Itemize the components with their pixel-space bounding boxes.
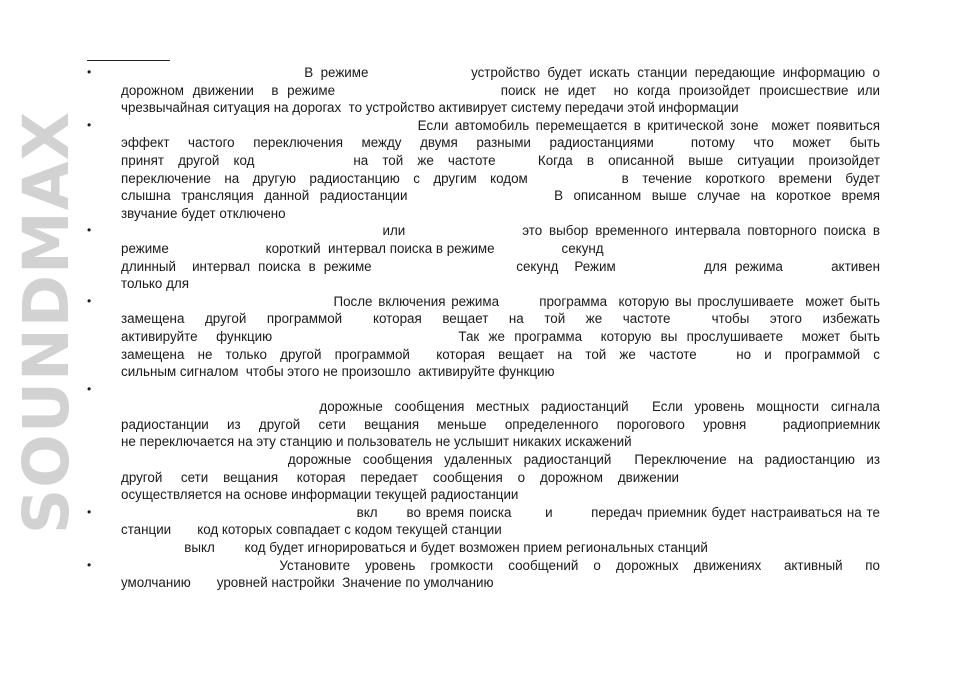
text-line: чрезвычайная ситуация на дорогах то устройство активирует систему передачи этой информации bbox=[121, 100, 739, 116]
text-line: не переключается на эту станцию и пользователь не услышит никаких искажений bbox=[121, 434, 632, 450]
text-line: дорожные сообщения местных радиостанций Если уровень мощности сигнала bbox=[121, 399, 880, 415]
bullet-marker: • bbox=[87, 504, 92, 519]
text-line: замещена другой программой которая вещает на той же частоте чтобы этого избежать bbox=[121, 311, 880, 327]
manual-text bbox=[87, 64, 880, 592]
text-line: переключение на другую радиостанцию с другим кодом в течение короткого времени будет bbox=[121, 170, 880, 186]
text-line: дорожном движении в режиме поиск не идет но когда произойдет происшествие или bbox=[121, 82, 880, 98]
text-line: станции код которых совпадает с кодом текущей станции bbox=[121, 522, 502, 538]
text-line: Если автомобиль перемещается в критической зоне может появиться bbox=[121, 117, 880, 133]
brand-logo-text: SOUNDMAX bbox=[10, 110, 84, 534]
bullet-item bbox=[87, 293, 880, 381]
text-line: принят другой код на той же частоте Когда в описанной выше ситуации произойдет bbox=[121, 152, 880, 168]
text-line: только для bbox=[121, 276, 189, 292]
section-rule bbox=[87, 60, 170, 61]
bullet-item bbox=[87, 64, 880, 117]
text-line: режиме короткий интервал поиска в режиме секунд bbox=[121, 240, 604, 256]
text-line: длинный интервал поиска в режиме секунд Режим для режима активен bbox=[121, 258, 880, 274]
bullet-item bbox=[87, 504, 880, 557]
text-line: умолчанию уровней настройки Значение по умолчанию bbox=[121, 575, 494, 591]
text-line: радиостанции из другой сети вещания меньше определенного порогового уровня радиоприемник bbox=[121, 416, 880, 432]
text-line: вкл во время поиска и передач приемник будет настраиваться на те bbox=[121, 504, 880, 520]
bullet-marker: • bbox=[87, 223, 92, 238]
text-line bbox=[121, 381, 880, 399]
text-line: эффект частого переключения между двумя разными радиостанциями потому что может быть bbox=[121, 135, 880, 151]
bullet-item bbox=[87, 381, 880, 504]
brand-logo bbox=[2, 32, 92, 612]
bullet-marker: • bbox=[87, 65, 92, 79]
text-line: активируйте функцию Так же программа которую вы прослушиваете может быть bbox=[121, 328, 880, 344]
text-line: сильным сигналом чтобы этого не произошло активируйте функцию bbox=[121, 364, 555, 380]
text-line: В режиме устройство будет искать станции передающие информацию о bbox=[121, 65, 880, 80]
bullet-marker: • bbox=[87, 381, 92, 396]
text-line: выкл код будет игнорироваться и будет возможен прием региональных станций bbox=[121, 540, 708, 556]
text-line: или это выбор временного интервала повторного поиска в bbox=[121, 223, 880, 239]
bullet-marker: • bbox=[87, 117, 92, 132]
text-line: замещена не только другой программой которая вещает на той же частоте но и программой с bbox=[121, 346, 880, 362]
text-line: Установите уровень громкости сообщений о дорожных движениях активный по bbox=[121, 557, 880, 573]
text-line: дорожные сообщения удаленных радиостанций Переключение на радиостанцию из bbox=[121, 452, 880, 468]
bullet-marker: • bbox=[87, 557, 92, 572]
text-line: другой сети вещания которая передает сообщения о дорожном движении bbox=[121, 469, 680, 485]
bullet-item bbox=[87, 557, 880, 592]
text-line: звучание будет отключено bbox=[121, 205, 286, 221]
text-line: слышна трансляция данной радиостанции В описанном выше случае на короткое время bbox=[121, 188, 880, 204]
bullet-item bbox=[87, 222, 880, 292]
text-line: осуществляется на основе информации текущей радиостанции bbox=[121, 487, 519, 503]
bullet-item bbox=[87, 117, 880, 223]
text-line: После включения режима программа которую вы прослушиваете может быть bbox=[121, 293, 880, 309]
bullet-marker: • bbox=[87, 293, 92, 308]
